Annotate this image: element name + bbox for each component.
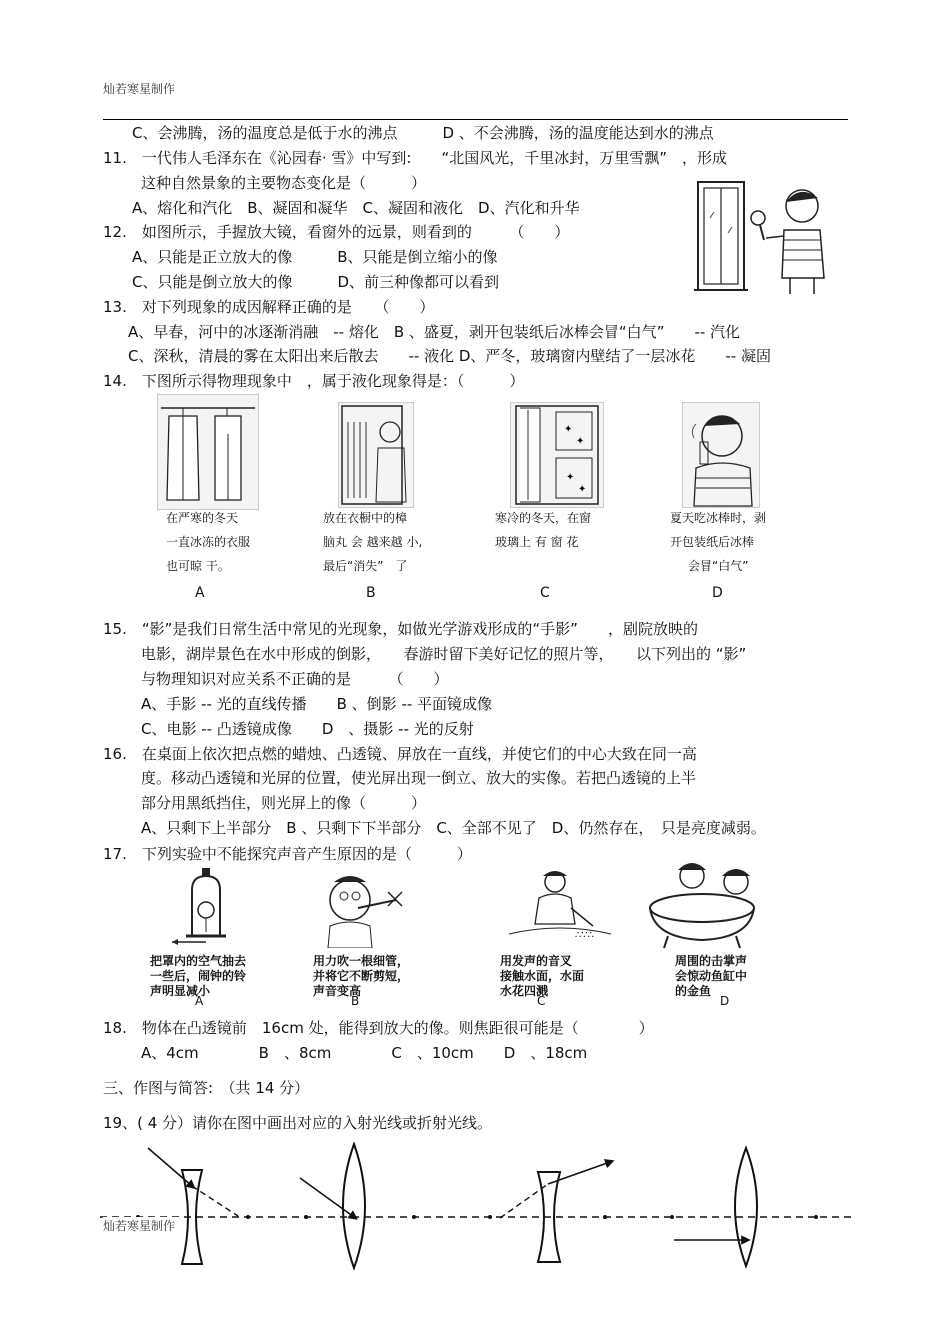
convex-lens-2 — [343, 1144, 365, 1268]
q17-caption-a: 把罩内的空气抽去 一些后，闹钟的铃 声明显减小 — [150, 954, 247, 998]
q17-label-a: A — [195, 994, 204, 1008]
q14-figure-d-popsicle — [682, 402, 760, 508]
q17-figure-d-fish-tank — [640, 858, 770, 952]
svg-text:✦: ✦ — [578, 484, 587, 495]
q14-caption-b: 放在衣橱中的樟 脑丸 会 越来越 小, 最后“消失” 了 — [323, 511, 423, 573]
q14-label-a: A — [195, 585, 205, 601]
q11-stem: 11. 一代伟人毛泽东在《沁园春· 雪》中写到: “北国风光，千里冰封，万里雪飘” ，形成 — [103, 149, 727, 167]
q18-stem: 18. 物体在凸透镜前 16cm 处，能得到放大的像。则焦距很可能是（ ） — [103, 1019, 654, 1037]
q14-figure-c-window-frost — [510, 402, 604, 508]
q16-stem-cont2: 部分用黑纸挡住，则光屏上的像（ ） — [141, 794, 427, 812]
q14-caption-d: 夏天吃冰棒时，剥 开包装纸后冰棒 会冒“白气” — [670, 511, 767, 573]
q14-label-b: B — [366, 585, 376, 601]
q14-label-c: C — [540, 585, 550, 601]
q17-caption-c: 用发声的音叉 接触水面，水面 水花四溅 — [500, 954, 585, 998]
section-3-heading: 三、作图与简答: （共 14 分） — [103, 1079, 310, 1097]
q17-figure-a-bell-jar — [162, 866, 282, 946]
q17-caption-b: 用力吹一根细管， 并将它不断剪短， 声音变高 — [313, 954, 410, 998]
q17-figure-b-blow-tube — [318, 870, 408, 948]
q19-stem: 19、( 4 分）请你在图中画出对应的入射光线或折射光线。 — [103, 1114, 493, 1132]
q17-label-d: D — [720, 994, 730, 1008]
q13-options-ab: A、早春，河中的冰逐渐消融 -- 熔化 B 、盛夏，剥开包装纸后冰棒会冒“白气” -- 汽化 — [128, 323, 741, 341]
page-header: 灿若寒星制作 — [103, 82, 176, 96]
q12-options-ab: A、只能是正立放大的像 B、只能是倒立缩小的像 — [132, 248, 498, 266]
q17-label-c: C — [537, 994, 546, 1008]
header-rule — [103, 119, 848, 120]
q15-stem-cont2: 与物理知识对应关系不正确的是 （ ） — [141, 670, 449, 688]
convex-lens-4 — [735, 1148, 757, 1266]
q14-figure-b-wardrobe — [338, 402, 414, 508]
q12-window-figure — [690, 178, 840, 296]
q13-stem: 13. 对下列现象的成因解释正确的是 （ ） — [103, 298, 435, 316]
q13-options-cd: C、深秋，清晨的雾在太阳出来后散去 -- 液化 D、严冬，玻璃窗内壁结了一层冰花 -- 凝固 — [128, 347, 771, 365]
q14-figure-a-clothes — [157, 394, 259, 510]
q14-label-d: D — [712, 585, 723, 601]
q17-label-b: B — [351, 994, 360, 1008]
q11-stem-cont: 这种自然景象的主要物态变化是（ ） — [141, 174, 427, 192]
q17-stem: 17. 下列实验中不能探究声音产生原因的是（ ） — [103, 845, 472, 863]
q11-options: A、熔化和汽化 B、凝固和凝华 C、凝固和液化 D、汽化和升华 — [132, 199, 580, 217]
page-footer: 灿若寒星制作 — [103, 1217, 179, 1234]
q14-caption-c: 寒冷的冬天，在窗 玻璃上 有 窗 花 — [495, 511, 592, 549]
q12-stem: 12. 如图所示，手握放大镜，看窗外的远景，则看到的 （ ） — [103, 223, 570, 241]
svg-text:✦: ✦ — [564, 424, 573, 435]
q15-options-cd: C、电影 -- 凸透镜成像 D 、摄影 -- 光的反射 — [141, 720, 474, 738]
q18-options: A、4cm B 、8cm C 、10cm D 、18cm — [141, 1044, 588, 1062]
svg-text:✦: ✦ — [566, 472, 575, 483]
q15-options-ab: A、手影 -- 光的直线传播 B 、倒影 -- 平面镜成像 — [141, 695, 493, 713]
q14-caption-a: 在严寒的冬天 一直冰冻的衣服 也可晾 干。 — [166, 511, 251, 573]
q10-options-cd: C、会沸腾，汤的温度总是低于水的沸点 D 、不会沸腾，汤的温度能达到水的沸点 — [132, 124, 714, 142]
svg-text:✦: ✦ — [576, 436, 585, 447]
q12-options-cd: C、只能是倒立放大的像 D、前三种像都可以看到 — [132, 273, 500, 291]
q16-stem-cont1: 度。移动凸透镜和光屏的位置，使光屏出现一倒立、放大的实像。若把凸透镜的上半 — [141, 769, 697, 787]
q14-stem: 14. 下图所示得物理现象中 ，属于液化现象得是：（ ） — [103, 372, 525, 390]
q17-figure-c-tuning-fork — [505, 868, 615, 950]
q17-caption-d: 周围的击掌声 会惊动鱼缸中 的金鱼 — [675, 954, 748, 998]
q15-stem: 15. “影”是我们日常生活中常见的光现象，如做光学游戏形成的“手影” ，剧院放映的 — [103, 620, 698, 638]
svg-text:∴∵∴: ∴∵∴ — [575, 930, 595, 941]
q19-optics-diagram — [100, 1142, 852, 1270]
q16-stem: 16. 在桌面上依次把点燃的蜡烛、凸透镜、屏放在一直线，并使它们的中心大致在同一高 — [103, 745, 697, 763]
q16-options: A、只剩下上半部分 B 、只剩下下半部分 C、全部不见了 D、仍然存在， 只是亮度减弱。 — [141, 819, 766, 837]
q15-stem-cont1: 电影，湖岸景色在水中形成的倒影， 春游时留下美好记忆的照片等， 以下列出的 “影” — [141, 645, 747, 663]
